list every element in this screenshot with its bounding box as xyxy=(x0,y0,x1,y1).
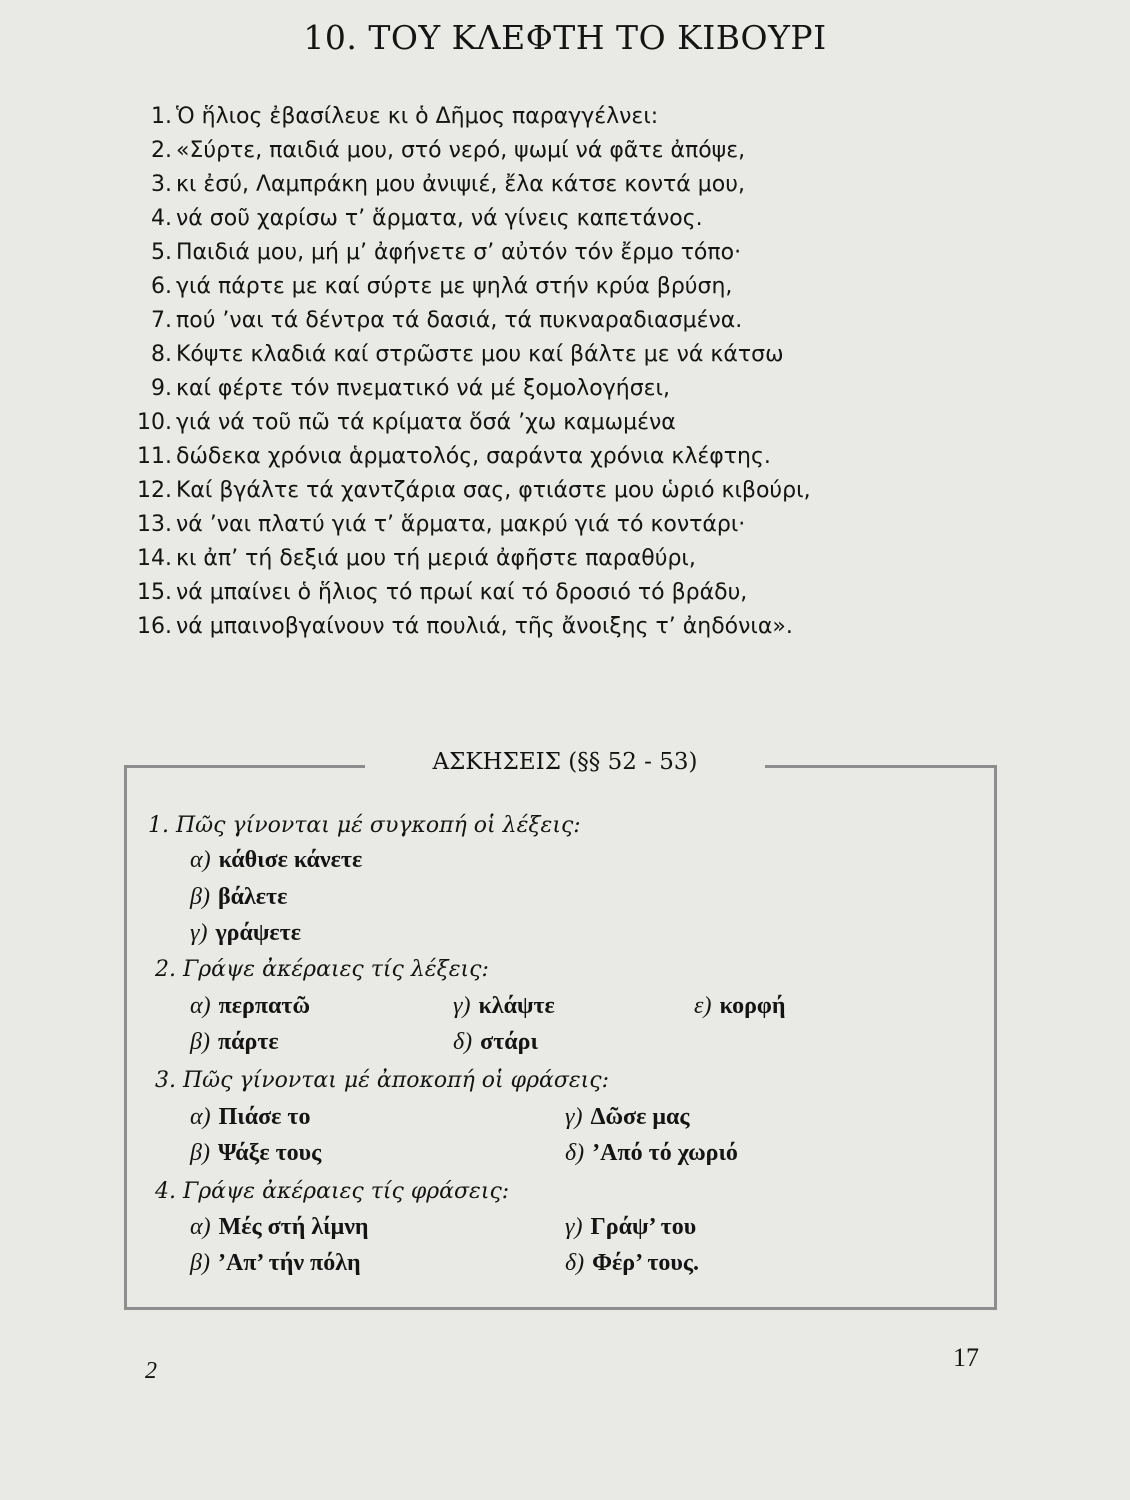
line-text: νά ’ναι πλατύ γιά τ’ ἅρματα, μακρύ γιά τό κοντάρι· xyxy=(176,512,746,537)
answer-value: Φέρ’ τους. xyxy=(592,1250,700,1276)
poem-line xyxy=(128,202,811,236)
line-text: Παιδιά μου, μή μ’ ἀφήνετε σ’ αὐτόν τόν ἔρμο τόπο· xyxy=(176,240,742,265)
answer-label: δ) xyxy=(565,1140,585,1166)
exercise-answer xyxy=(453,993,555,1020)
answer-value: κάθισε κάνετε xyxy=(218,847,363,873)
answer-value: Μές στή λίμνη xyxy=(218,1214,369,1240)
poem-line xyxy=(128,304,811,338)
answer-label: α) xyxy=(190,1214,211,1240)
line-number: 10. xyxy=(137,410,172,435)
line-number: 13. xyxy=(137,512,172,537)
answer-label: δ) xyxy=(565,1250,585,1276)
line-number: 12. xyxy=(137,478,172,503)
poem-line xyxy=(128,236,811,270)
exercise-question: 2. Γράψε ἀκέραιες τίς λέξεις: xyxy=(155,957,489,982)
answer-label: γ) xyxy=(565,1104,583,1130)
line-text: πού ’ναι τά δέντρα τά δασιά, τά πυκναραδιασμένα. xyxy=(176,308,743,333)
exercise-answer xyxy=(565,1140,738,1167)
poem-line xyxy=(128,168,811,202)
answer-label: α) xyxy=(190,847,211,873)
exercise-answer xyxy=(190,1029,279,1056)
line-number: 8. xyxy=(151,342,172,367)
line-number: 6. xyxy=(151,274,172,299)
poem-line xyxy=(128,440,811,474)
line-text: νά μπαίνει ὁ ἥλιος τό πρωί καί τό δροσιό τό βράδυ, xyxy=(176,580,748,605)
line-number: 7. xyxy=(151,308,172,333)
exercise-answer xyxy=(453,1029,538,1056)
line-number: 9. xyxy=(151,376,172,401)
poem-line xyxy=(128,576,811,610)
answer-label: β) xyxy=(190,1140,210,1166)
answer-value: γράψετε xyxy=(215,920,301,946)
line-text: Κόψτε κλαδιά καί στρῶστε μου καί βάλτε με νά κάτσω xyxy=(176,342,784,367)
line-text: νά μπαινοβγαίνουν τά πουλιά, τῆς ἄνοιξης τ’ ἀηδόνια». xyxy=(176,614,793,639)
line-number: 4. xyxy=(151,206,172,231)
line-number: 3. xyxy=(151,172,172,197)
answer-label: ε) xyxy=(694,993,712,1019)
answer-label: δ) xyxy=(453,1029,473,1055)
poem-line xyxy=(128,474,811,508)
exercise-question: 1. Πῶς γίνονται μέ συγκοπή οἱ λέξεις: xyxy=(148,813,581,838)
exercise-answer xyxy=(190,1214,369,1241)
signature-mark: 2 xyxy=(145,1358,157,1384)
answer-value: στάρι xyxy=(480,1029,538,1055)
answer-label: β) xyxy=(190,1250,210,1276)
answer-value: κλάψτε xyxy=(478,993,555,1019)
answer-value: πάρτε xyxy=(217,1029,279,1055)
answer-label: β) xyxy=(190,1029,210,1055)
exercise-question: 4. Γράψε ἀκέραιες τίς φράσεις: xyxy=(155,1179,510,1204)
poem-line xyxy=(128,610,811,644)
poem-line xyxy=(128,270,811,304)
answer-value: βάλετε xyxy=(217,884,288,910)
exercise-answer xyxy=(190,847,362,874)
line-number: 2. xyxy=(151,138,172,163)
answer-value: ’Απ’ τήν πόλη xyxy=(217,1250,361,1276)
line-number: 15. xyxy=(137,580,172,605)
answer-value: κορφή xyxy=(719,993,786,1019)
line-text: νά σοῦ χαρίσω τ’ ἅρματα, νά γίνεις καπετάνος. xyxy=(176,206,703,231)
exercise-answer xyxy=(565,1104,689,1131)
answer-label: γ) xyxy=(453,993,471,1019)
exercise-answer xyxy=(190,1104,310,1131)
exercise-answer xyxy=(190,1250,361,1277)
line-text: «Σύρτε, παιδιά μου, στό νερό, ψωμί νά φᾶτε ἀπόψε, xyxy=(176,138,746,163)
line-text: γιά νά τοῦ πῶ τά κρίματα ὅσά ’χω καμωμένα xyxy=(176,410,676,435)
poem-line xyxy=(128,508,811,542)
exercise-question: 3. Πῶς γίνονται μέ ἀποκοπή οἱ φράσεις: xyxy=(155,1068,610,1093)
answer-label: α) xyxy=(190,1104,211,1130)
exercises-heading: ΑΣΚΗΣΕΙΣ (§§ 52 - 53) xyxy=(365,745,765,779)
answer-label: α) xyxy=(190,993,211,1019)
poem-line xyxy=(128,134,811,168)
poem-line xyxy=(128,406,811,440)
line-text: Καί βγάλτε τά χαντζάρια σας, φτιάστε μου ὡριό κιβούρι, xyxy=(176,478,811,503)
poem-line xyxy=(128,100,811,134)
line-number: 11. xyxy=(137,444,172,469)
answer-label: γ) xyxy=(190,920,208,946)
line-text: κι ἐσύ, Λαμπράκη μου ἀνιψιέ, ἔλα κάτσε κοντά μου, xyxy=(176,172,745,197)
line-text: γιά πάρτε με καί σύρτε με ψηλά στήν κρύα βρύση, xyxy=(176,274,733,299)
line-text: κι ἀπ’ τή δεξιά μου τή μεριά ἀφῆστε παραθύρι, xyxy=(176,546,696,571)
exercise-answer xyxy=(190,1140,321,1167)
answer-value: ’Από τό χωριό xyxy=(592,1140,738,1166)
line-text: Ὁ ἥλιος ἐβασίλευε κι ὁ Δῆμος παραγγέλνει: xyxy=(176,104,659,129)
line-number: 14. xyxy=(137,546,172,571)
line-number: 1. xyxy=(151,104,172,129)
page-number: 17 xyxy=(953,1343,979,1372)
exercise-answer xyxy=(190,993,310,1020)
answer-value: Γράψ’ του xyxy=(590,1214,697,1240)
page-title: 10. ΤΟΥ ΚΛΕΦΤΗ ΤΟ ΚΙΒΟΥΡΙ xyxy=(303,18,827,57)
poem-line xyxy=(128,338,811,372)
poem-line xyxy=(128,542,811,576)
line-text: καί φέρτε τόν πνεματικό νά μέ ξομολογήσει, xyxy=(176,376,670,401)
exercise-answer xyxy=(190,884,287,911)
answer-value: Δῶσε μας xyxy=(590,1104,690,1130)
exercise-answer xyxy=(190,920,301,947)
poem xyxy=(128,100,811,644)
answer-value: περπατῶ xyxy=(218,993,310,1019)
line-text: δώδεκα χρόνια ἁρματολός, σαράντα χρόνια κλέφτης. xyxy=(176,444,771,469)
exercise-answer xyxy=(565,1250,699,1277)
exercise-answer xyxy=(565,1214,696,1241)
line-number: 16. xyxy=(137,614,172,639)
answer-value: Ψάξε τους xyxy=(217,1140,322,1166)
poem-line xyxy=(128,372,811,406)
line-number: 5. xyxy=(151,240,172,265)
answer-value: Πιάσε το xyxy=(218,1104,311,1130)
exercise-answer xyxy=(694,993,786,1020)
answer-label: β) xyxy=(190,884,210,910)
answer-label: γ) xyxy=(565,1214,583,1240)
